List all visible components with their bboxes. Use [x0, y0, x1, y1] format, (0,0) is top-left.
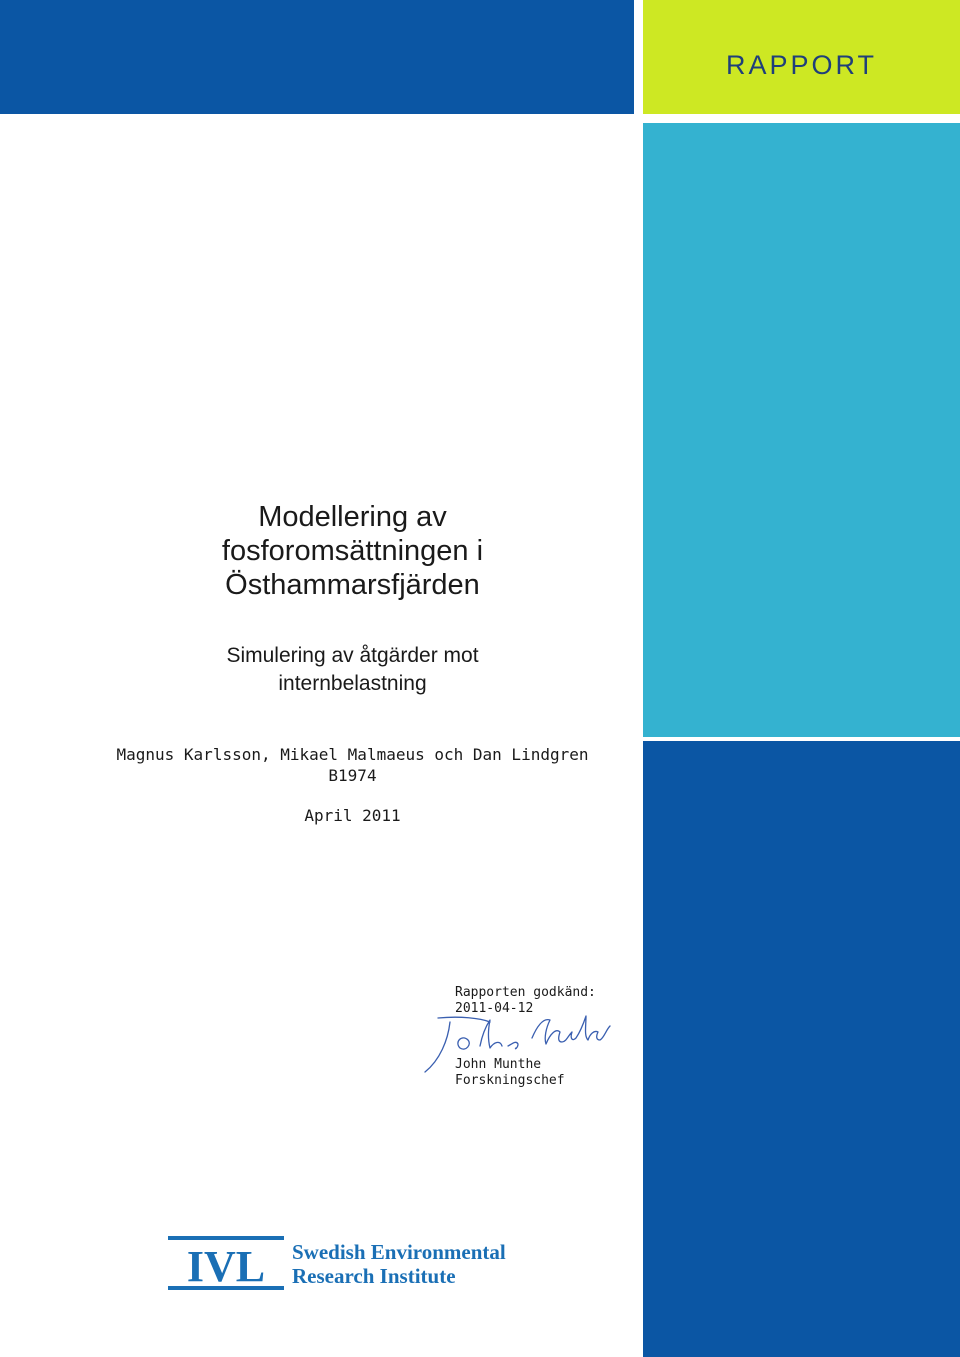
approval-date: 2011-04-12 [455, 1001, 534, 1016]
report-subtitle [40, 642, 665, 698]
subtitle-line-2: internbelastning [278, 672, 427, 695]
ivl-mark-icon [168, 1234, 286, 1292]
logo-text-line-1: Swedish Environmental [292, 1240, 506, 1264]
report-number: B1974 [328, 766, 377, 785]
approver-title: Forskningschef [455, 1073, 565, 1088]
ivl-mark-text: IVL [186, 1242, 266, 1291]
report-title [40, 500, 665, 602]
cyan-side-block [643, 123, 960, 737]
approval-label: Rapporten godkänd: [455, 985, 596, 1000]
approver-name: John Munthe [455, 1057, 542, 1072]
ivl-logo [168, 1234, 540, 1292]
report-date: April 2011 [304, 806, 401, 825]
title-line-1: Modellering av [258, 501, 447, 533]
bottom-blue-side-block [643, 741, 960, 1357]
title-line-2: fosforomsättningen i [221, 535, 484, 567]
logo-text-line-2: Research Institute [292, 1264, 456, 1288]
title-line-3: Östhammarsfjärden [225, 569, 480, 601]
authors: Magnus Karlsson, Mikael Malmaeus och Dan Lindgren [116, 745, 589, 764]
top-blue-block [0, 0, 634, 114]
subtitle-line-1: Simulering av åtgärder mot [226, 644, 479, 667]
report-label: RAPPORT [725, 50, 878, 80]
